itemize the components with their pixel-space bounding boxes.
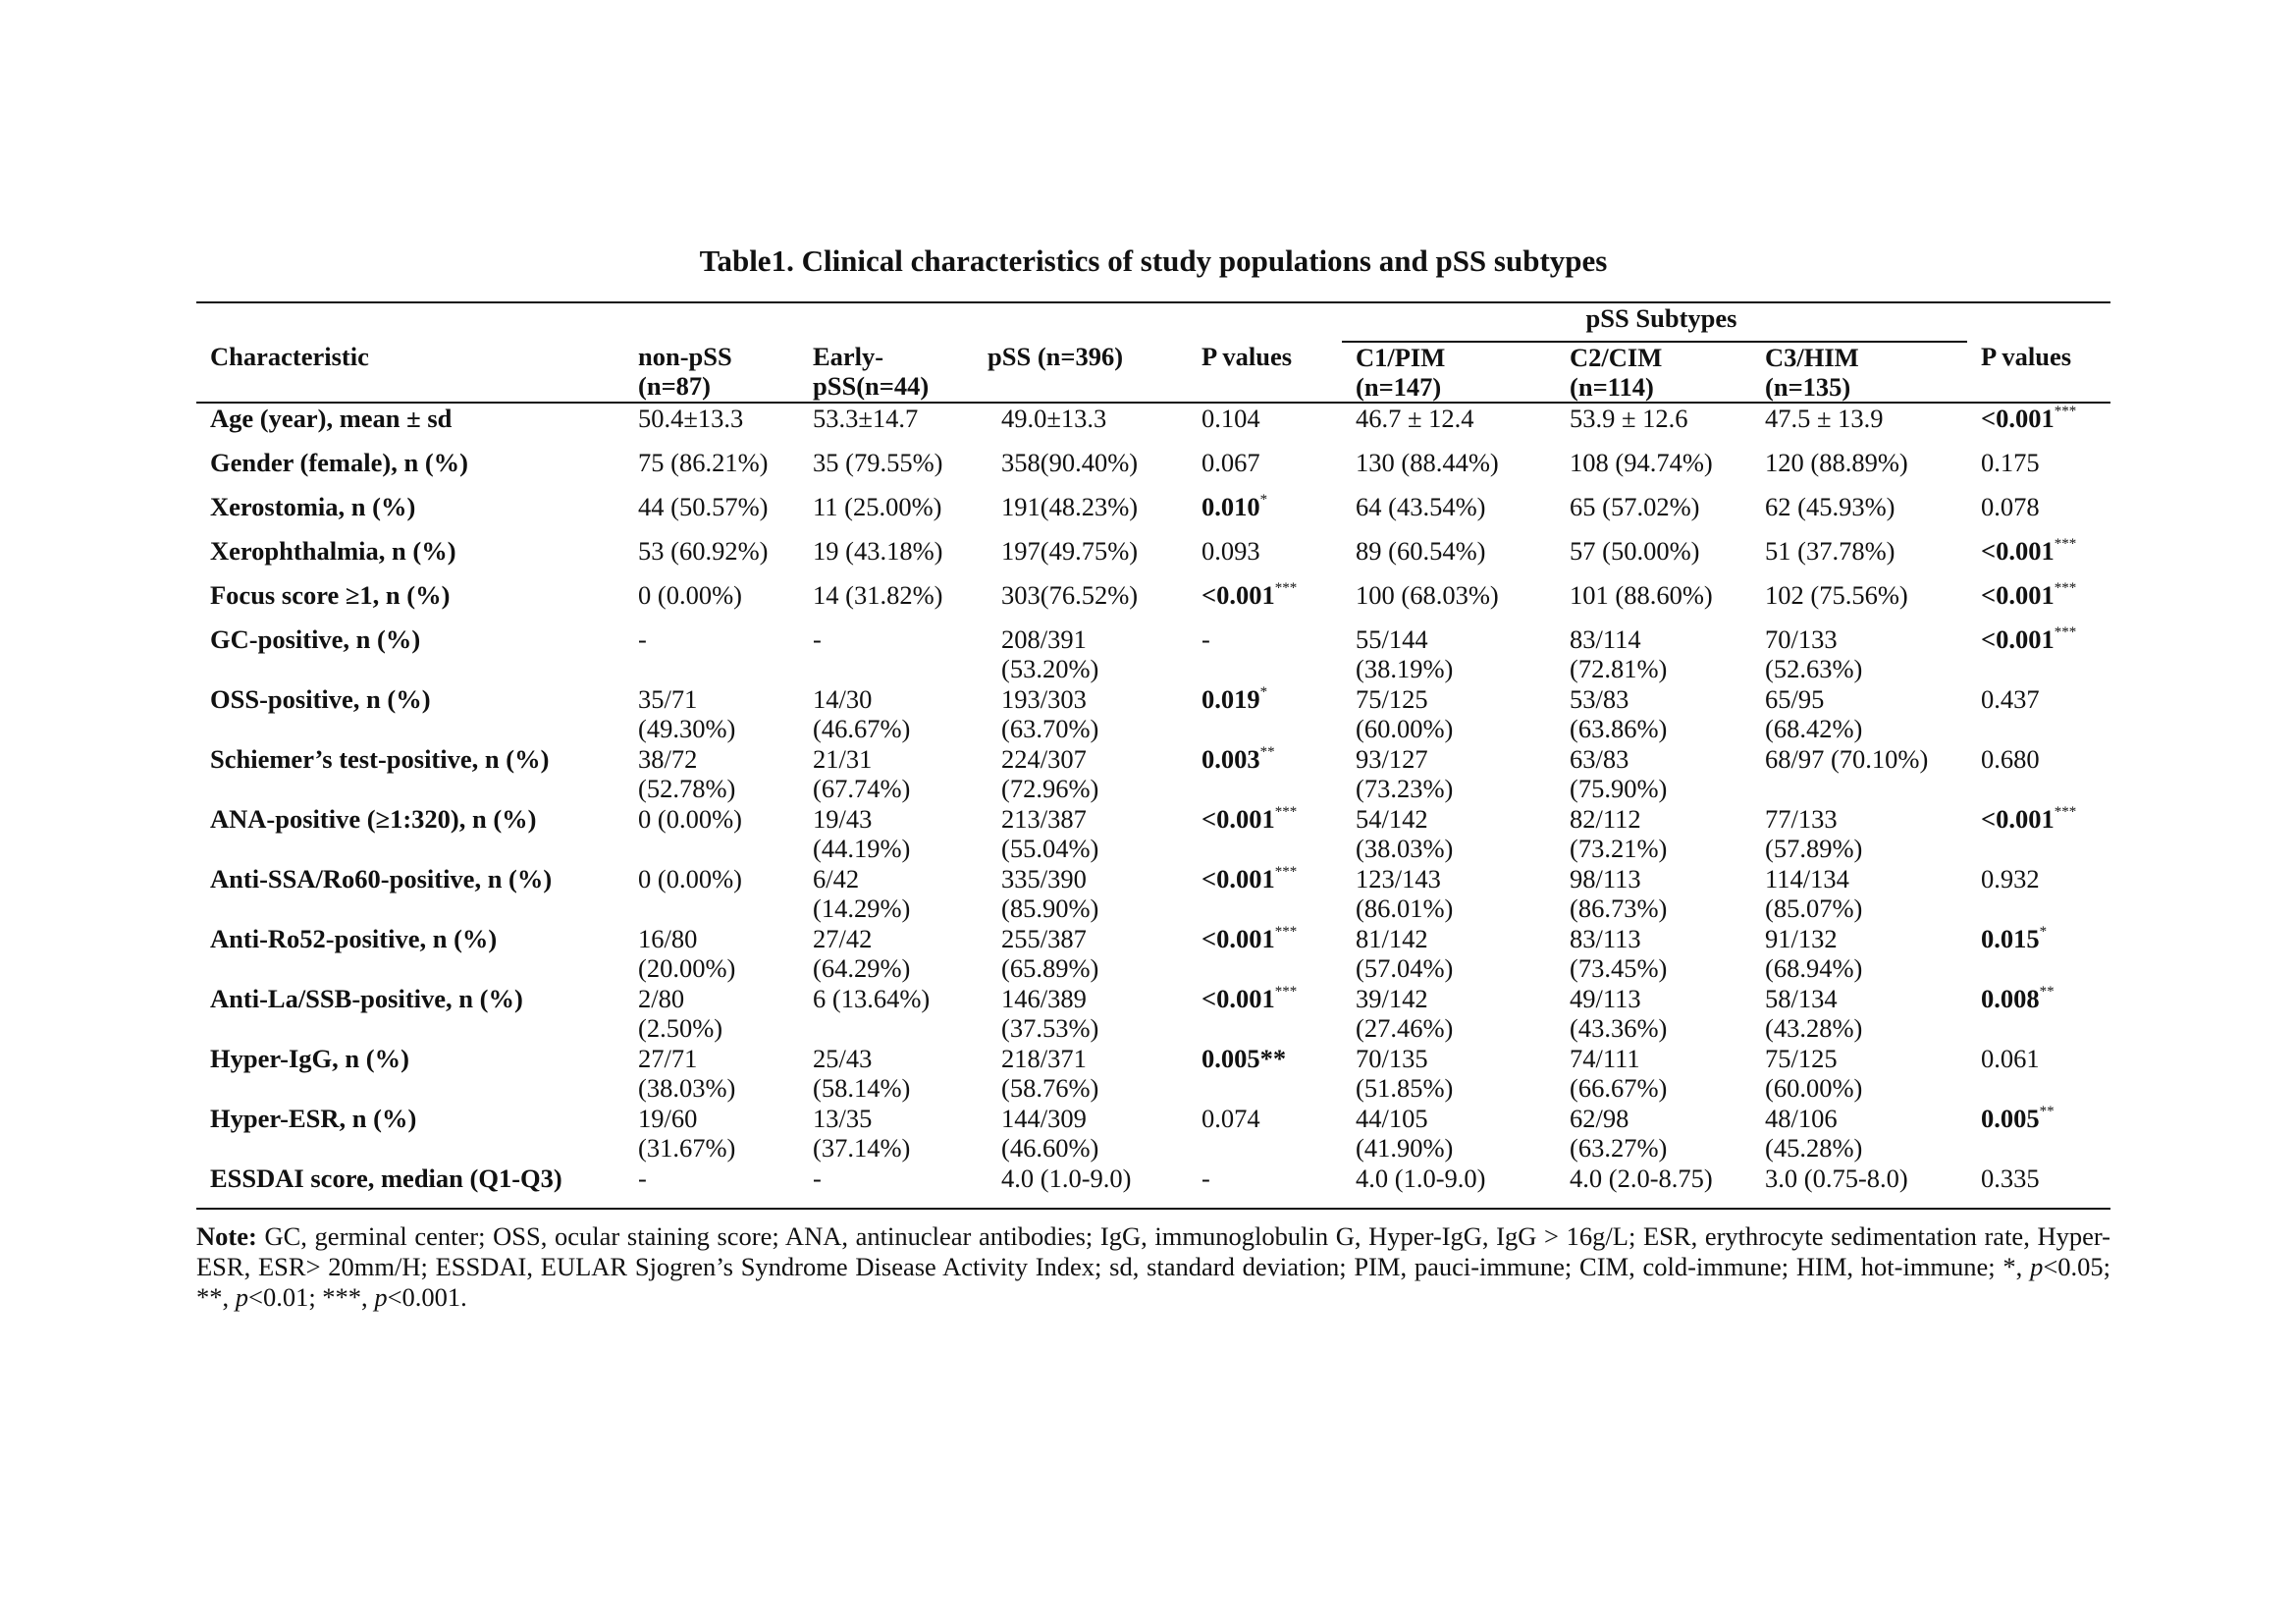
cell-nonpss: 16/80 (20.00%) [638,924,736,983]
header-p-values-2: P values [1967,342,2110,403]
cell-pss: 208/391 (53.20%) [1001,624,1099,683]
cell-early: 11 (25.00%) [813,492,942,521]
table-row [196,403,2110,448]
cell-p2-pvalue: 0.061 [1981,1044,2040,1073]
table-row [196,1044,2110,1104]
significance-marker: * [2039,924,2048,941]
cell-p1-pvalue: 0.074 [1201,1104,1260,1133]
cell-early: 25/43 (58.14%) [813,1044,911,1103]
cell-p2-pvalue: 0.175 [1981,448,2040,477]
cell-p1-pvalue: <0.001*** [1201,580,1298,610]
cell-p2-pvalue: 0.015* [1981,924,2048,953]
table-title: Table1. Clinical characteristics of study populations and pSS subtypes [699,244,1608,278]
row-label: Anti-SSA/Ro60-positive, n (%) [210,864,553,893]
cell-p1-pvalue: 0.003** [1201,744,1275,774]
cell-nonpss: 35/71 (49.30%) [638,684,736,743]
cell-nonpss: - [638,624,647,654]
cell-p2-pvalue: <0.001*** [1981,624,2077,654]
cell-c3: 70/133 (52.63%) [1765,624,1863,683]
cell-c2: 101 (88.60%) [1570,580,1713,610]
cell-c2: 57 (50.00%) [1570,536,1700,566]
row-label: Xerophthalmia, n (%) [210,536,456,566]
table-row [196,1164,2110,1209]
cell-early: 21/31 (67.74%) [813,744,911,803]
cell-pss: 146/389 (37.53%) [1001,984,1099,1043]
cell-nonpss: 0 (0.00%) [638,804,742,834]
significance-marker: ** [2039,1104,2055,1120]
cell-c1: 75/125 (60.00%) [1356,684,1454,743]
table-row [196,448,2110,492]
cell-c3: 62 (45.93%) [1765,492,1896,521]
cell-pss: 144/309 (46.60%) [1001,1104,1099,1163]
cell-c3: 51 (37.78%) [1765,536,1896,566]
cell-nonpss: - [624,1164,799,1209]
cell-c3: 114/134 (85.07%) [1765,864,1863,923]
cell-pss: 213/387 (55.04%) [1001,804,1099,863]
table-row [196,684,2110,744]
cell-p2-pvalue: 0.005** [1981,1104,2055,1133]
cell-nonpss: 0 (0.00%) [638,580,742,610]
significance-marker: *** [2054,624,2077,641]
header-c3-him: C3/HIM (n=135) [1751,342,1967,403]
row-label: OSS-positive, n (%) [210,684,431,714]
cell-c2: 108 (94.74%) [1570,448,1713,477]
cell-early: 53.3±14.7 [813,404,919,433]
cell-early: 14 (31.82%) [813,580,943,610]
cell-pss: 335/390 (85.90%) [1001,864,1099,923]
cell-p1-pvalue: 0.010* [1201,492,1268,521]
cell-nonpss: 19/60 (31.67%) [638,1104,736,1163]
cell-c2: 74/111 (66.67%) [1570,1044,1668,1103]
cell-pss: 4.0 (1.0-9.0) [974,1164,1188,1209]
cell-c1: 55/144 (38.19%) [1356,624,1454,683]
cell-c1: 46.7 ± 12.4 [1356,404,1474,433]
clinical-characteristics-table [196,301,2110,1210]
cell-pss: 193/303 (63.70%) [1001,684,1099,743]
table-row [196,492,2110,536]
row-label: Schiemer’s test-positive, n (%) [210,744,550,774]
table-row [196,536,2110,580]
cell-p2-pvalue: 0.078 [1981,492,2040,521]
cell-c1: 64 (43.54%) [1356,492,1486,521]
cell-c2: 53/83 (63.86%) [1570,684,1668,743]
cell-c2: 83/114 (72.81%) [1570,624,1668,683]
cell-c2: 53.9 ± 12.6 [1570,404,1688,433]
significance-marker: *** [2054,804,2077,821]
cell-pss: 191(48.23%) [1001,492,1139,521]
cell-c1: 54/142 (38.03%) [1356,804,1454,863]
header-characteristic: Characteristic [196,342,624,403]
significance-marker: ** [2039,984,2055,1001]
header-p-values-1: P values [1188,342,1342,403]
cell-nonpss: 75 (86.21%) [638,448,769,477]
table-row [196,924,2110,984]
significance-marker: * [1259,684,1268,701]
significance-marker: *** [1274,804,1298,821]
cell-early: 19/43 (44.19%) [813,804,911,863]
cell-p1-pvalue: <0.001*** [1201,864,1298,893]
cell-c2: 98/113 (86.73%) [1570,864,1668,923]
cell-nonpss: 53 (60.92%) [638,536,769,566]
row-label: GC-positive, n (%) [210,624,421,654]
cell-c3: 65/95 (68.42%) [1765,684,1863,743]
cell-p1-pvalue: 0.019* [1201,684,1268,714]
row-label: Xerostomia, n (%) [210,492,416,521]
cell-c1: 123/143 (86.01%) [1356,864,1454,923]
cell-c3: 48/106 (45.28%) [1765,1104,1863,1163]
cell-c1: 39/142 (27.46%) [1356,984,1454,1043]
pss-subtypes-header: pSS Subtypes [1342,302,1967,342]
table-row [196,1104,2110,1164]
significance-marker: *** [2054,404,2077,420]
header-row-subtypes [196,302,2110,342]
significance-marker: *** [2054,580,2077,597]
cell-c1: 100 (68.03%) [1356,580,1499,610]
table-note: Note: GC, germinal center; OSS, ocular staining score; ANA, antinuclear antibodies; IgG, immunoglobulin G, Hyper-IgG, IgG > 16g/L; ESR, erythrocyte sedimentation rate, Hyper-ESR, ESR> 20mm/H; ESSDAI, EULAR Sjogren’s Syndrome Disease Activity Index; sd, standard deviation; PIM, pauci-immune; CIM, cold-immune; HIM, hot-immune; *, p<0.05; **, p<0.01; ***, p<0.001. [196,1221,2110,1312]
cell-early: 35 (79.55%) [813,448,943,477]
cell-c1: 89 (60.54%) [1356,536,1486,566]
cell-c1: 70/135 (51.85%) [1356,1044,1454,1103]
row-label: Anti-Ro52-positive, n (%) [210,924,498,953]
cell-pss: 49.0±13.3 [1001,404,1107,433]
table-row [196,624,2110,684]
cell-c2: 83/113 (73.45%) [1570,924,1668,983]
cell-p1-pvalue: - [1201,624,1210,654]
cell-early: - [813,624,822,654]
cell-c2: 63/83 (75.90%) [1570,744,1668,803]
cell-c2: 4.0 (2.0-8.75) [1556,1164,1751,1209]
cell-p2-pvalue: <0.001*** [1981,536,2077,566]
cell-c3: 68/97 (70.10%) [1765,744,1929,774]
cell-p2-pvalue: <0.001*** [1981,580,2077,610]
cell-c2: 65 (57.02%) [1570,492,1700,521]
row-label: Hyper-IgG, n (%) [210,1044,409,1073]
cell-p1-pvalue: <0.001*** [1201,804,1298,834]
header-c1-pim: C1/PIM (n=147) [1342,342,1556,403]
cell-c3: 91/132 (68.94%) [1765,924,1863,983]
header-row-columns [196,342,2110,403]
cell-nonpss: 0 (0.00%) [638,864,742,893]
cell-p2-pvalue: <0.001*** [1981,804,2077,834]
cell-pss: 224/307 (72.96%) [1001,744,1099,803]
cell-nonpss: 27/71 (38.03%) [638,1044,736,1103]
cell-c1: 130 (88.44%) [1356,448,1499,477]
cell-p2-pvalue: 0.008** [1981,984,2055,1013]
cell-c1: 4.0 (1.0-9.0) [1342,1164,1556,1209]
cell-c1: 81/142 (57.04%) [1356,924,1454,983]
table-row [196,984,2110,1044]
cell-c3: 120 (88.89%) [1765,448,1908,477]
cell-nonpss: 2/80 (2.50%) [638,984,723,1043]
cell-p1-pvalue: 0.104 [1201,404,1260,433]
row-label: Anti-La/SSB-positive, n (%) [210,984,523,1013]
row-label: Age (year), mean ± sd [210,404,453,433]
cell-p1-pvalue: 0.067 [1201,448,1260,477]
cell-nonpss: 38/72 (52.78%) [638,744,736,803]
cell-pss: 197(49.75%) [1001,536,1139,566]
cell-p1-pvalue: - [1188,1164,1342,1209]
cell-p2-pvalue: 0.437 [1981,684,2040,714]
cell-c3: 58/134 (43.28%) [1765,984,1863,1043]
cell-early: 27/42 (64.29%) [813,924,911,983]
cell-early: 14/30 (46.67%) [813,684,911,743]
cell-p1-pvalue: <0.001*** [1201,984,1298,1013]
cell-p1-pvalue: 0.005** [1201,1044,1287,1073]
significance-marker: *** [1274,984,1298,1001]
cell-early: 6 (13.64%) [813,984,931,1013]
cell-c2: 49/113 (43.36%) [1570,984,1668,1043]
cell-nonpss: 50.4±13.3 [638,404,744,433]
header-early-pss: Early- pSS(n=44) [799,342,974,403]
table-row [196,744,2110,804]
row-label: Gender (female), n (%) [210,448,468,477]
significance-marker: *** [1274,924,1298,941]
header-non-pss: non-pSS (n=87) [624,342,799,403]
table-row [196,804,2110,864]
significance-marker: *** [1274,580,1298,597]
row-label: Hyper-ESR, n (%) [210,1104,417,1133]
cell-early: - [799,1164,974,1209]
cell-early: 19 (43.18%) [813,536,943,566]
cell-p2-pvalue: 0.680 [1981,744,2040,774]
cell-early: 13/35 (37.14%) [813,1104,911,1163]
cell-p1-pvalue: <0.001*** [1201,924,1298,953]
cell-early: 6/42 (14.29%) [813,864,911,923]
cell-p2-pvalue: 0.335 [1967,1164,2110,1209]
significance-marker: *** [2054,536,2077,553]
header-pss: pSS (n=396) [974,342,1188,403]
cell-c3: 75/125 (60.00%) [1765,1044,1863,1103]
row-label: Focus score ≥1, n (%) [210,580,451,610]
cell-pss: 303(76.52%) [1001,580,1139,610]
cell-p2-pvalue: <0.001*** [1981,404,2077,433]
cell-c3: 47.5 ± 13.9 [1765,404,1884,433]
cell-p1-pvalue: 0.093 [1201,536,1260,566]
cell-c1: 44/105 (41.90%) [1356,1104,1454,1163]
cell-c3: 102 (75.56%) [1765,580,1908,610]
cell-pss: 358(90.40%) [1001,448,1139,477]
row-label: ANA-positive (≥1:320), n (%) [210,804,537,834]
table-row [196,864,2110,924]
cell-p2-pvalue: 0.932 [1981,864,2040,893]
cell-nonpss: 44 (50.57%) [638,492,769,521]
significance-marker: *** [1274,864,1298,881]
cell-c2: 62/98 (63.27%) [1570,1104,1668,1163]
cell-c3: 3.0 (0.75-8.0) [1751,1164,1967,1209]
significance-marker: ** [1259,744,1275,761]
cell-c3: 77/133 (57.89%) [1765,804,1863,863]
header-c2-cim: C2/CIM (n=114) [1556,342,1751,403]
cell-pss: 255/387 (65.89%) [1001,924,1099,983]
row-label: ESSDAI score, median (Q1-Q3) [196,1164,624,1209]
cell-c2: 82/112 (73.21%) [1570,804,1668,863]
significance-marker: * [1259,492,1268,509]
cell-c1: 93/127 (73.23%) [1356,744,1454,803]
table-row [196,580,2110,624]
cell-pss: 218/371 (58.76%) [1001,1044,1099,1103]
